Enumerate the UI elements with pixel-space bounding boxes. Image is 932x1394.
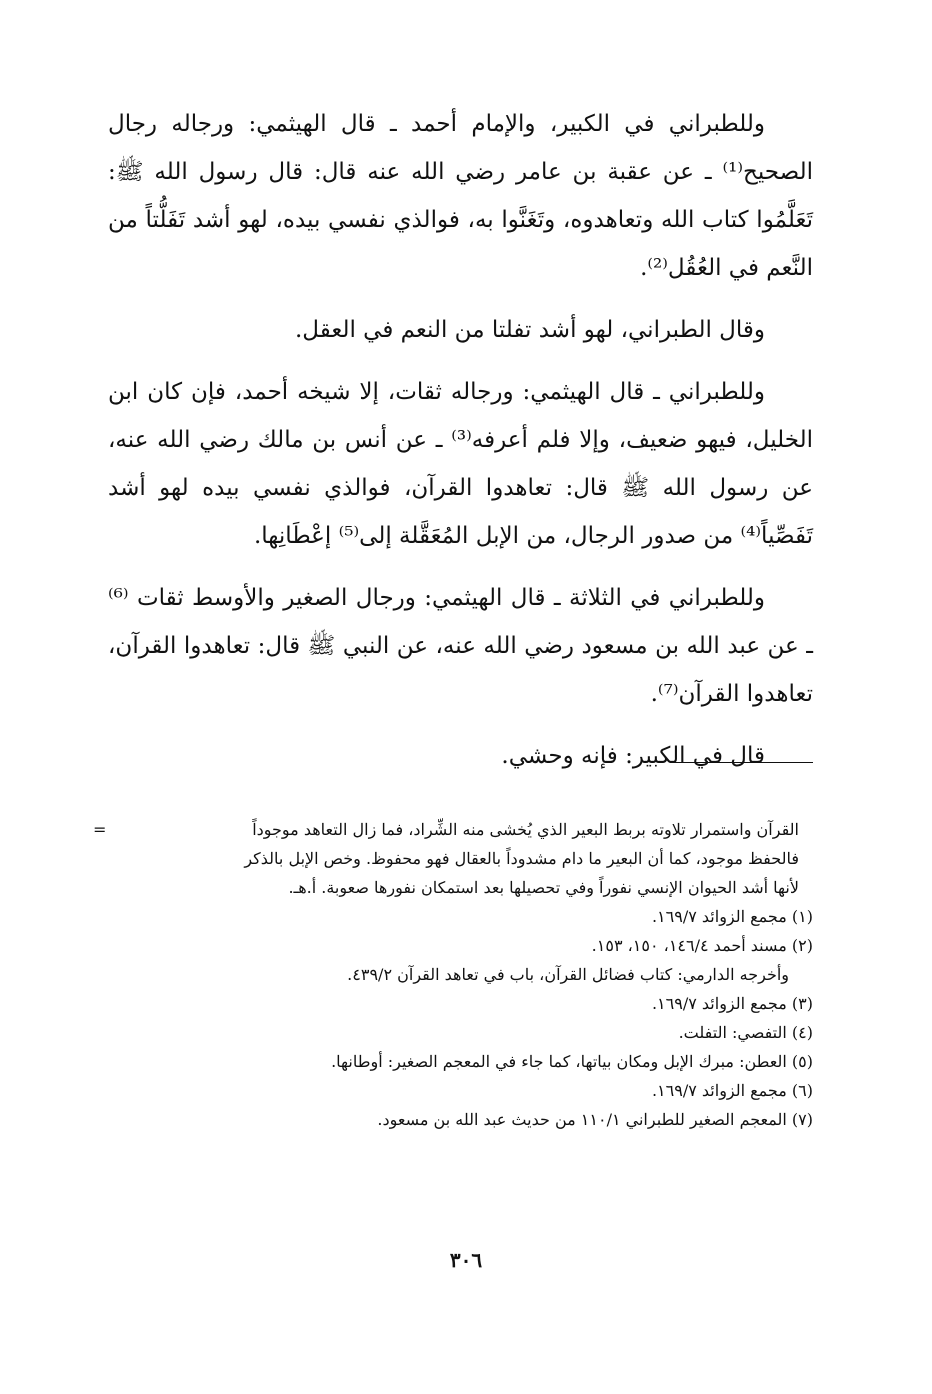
footnote-2-addendum: وأخرجه الدارمي: كتاب فضائل القرآن، باب في تعاهد القرآن ٤٣٩/٢. bbox=[347, 965, 789, 984]
continuation-line: فالحفظ موجود، كما أن البعير ما دام مشدوداً بالعقال فهو محفوظ. وخص الإبل بالذكر bbox=[244, 849, 799, 868]
paragraph-3: وللطبراني ـ قال الهيثمي: ورجاله ثقات، إلا شيخه أحمد، فإن كان ابن الخليل، فيهو ضعيف، وإلا فلم أعرفه⁽³⁾ ـ عن أنس بن مالك رضي الله عنه، عن رسول الله ﷺ قال: تعاهدوا القرآن، فوالذي نفسي بيده لهو أشد تَفَصِّياً⁽⁴⁾ من صدور الرجال، من الإبل المُعَقَّلة إلى⁽⁵⁾ إعْطَانِها. bbox=[108, 379, 813, 549]
footnote-2: (٢) مسند أحمد ١٤٦/٤، ١٥٠، ١٥٣. bbox=[591, 936, 813, 955]
footnote-4: (٤) التفصي: التفلت. bbox=[678, 1023, 813, 1042]
main-text bbox=[108, 100, 813, 794]
paragraph-2: وقال الطبراني، لهو أشد تفلتا من النعم في العقل. bbox=[294, 317, 765, 343]
paragraph-5: قال في الكبير: فإنه وحشي. bbox=[501, 743, 765, 769]
footnote-continuation bbox=[93, 815, 813, 902]
continuation-line: القرآن واستمرار تلاوته بربط البعير الذي يُخشى منه الشِّراد، فما زال التعاهد موجوداً bbox=[252, 820, 799, 839]
footnote-7: (٧) المعجم الصغير للطبراني ١١٠/١ من حديث عبد الله بن مسعود. bbox=[377, 1110, 813, 1129]
paragraph-4: وللطبراني في الثلاثة ـ قال الهيثمي: ورجال الصغير والأوسط ثقات ⁽⁶⁾ ـ عن عبد الله بن مسعود رضي الله عنه، عن النبي ﷺ قال: تعاهدوا القرآن، تعاهدوا القرآن⁽⁷⁾. bbox=[108, 585, 813, 707]
footnote-6: (٦) مجمع الزوائد ١٦٩/٧. bbox=[651, 1081, 813, 1100]
footnote-3: (٣) مجمع الزوائد ١٦٩/٧. bbox=[651, 994, 813, 1013]
footnotes-section bbox=[93, 815, 813, 1134]
footnote-5: (٥) العطن: مبرك الإبل ومكان بياتها، كما جاء في المعجم الصغير: أوطانها. bbox=[331, 1052, 813, 1071]
footnote-1: (١) مجمع الزوائد ١٦٩/٧. bbox=[651, 907, 813, 926]
paragraph-1: وللطبراني في الكبير، والإمام أحمد ـ قال الهيثمي: ورجاله رجال الصحيح⁽¹⁾ ـ عن عقبة بن عامر رضي الله عنه قال: قال رسول الله ﷺ: تَعَلَّمُوا كتاب الله وتعاهدوه، وتَغَنَّوا به، فوالذي نفسي بيده، لهو أشد تَفَلُّتاً من النَّعم في العُقُل⁽²⁾. bbox=[108, 111, 813, 281]
footnote-divider bbox=[673, 762, 813, 763]
continuation-line: لأنها أشد الحيوان الإنسي نفوراً وفي تحصيلها بعد استمكان نفورها صعوبة. أ.هـ. bbox=[288, 878, 799, 897]
continuation-mark: = bbox=[93, 820, 107, 839]
page-number: ٣٠٦ bbox=[449, 1248, 483, 1272]
